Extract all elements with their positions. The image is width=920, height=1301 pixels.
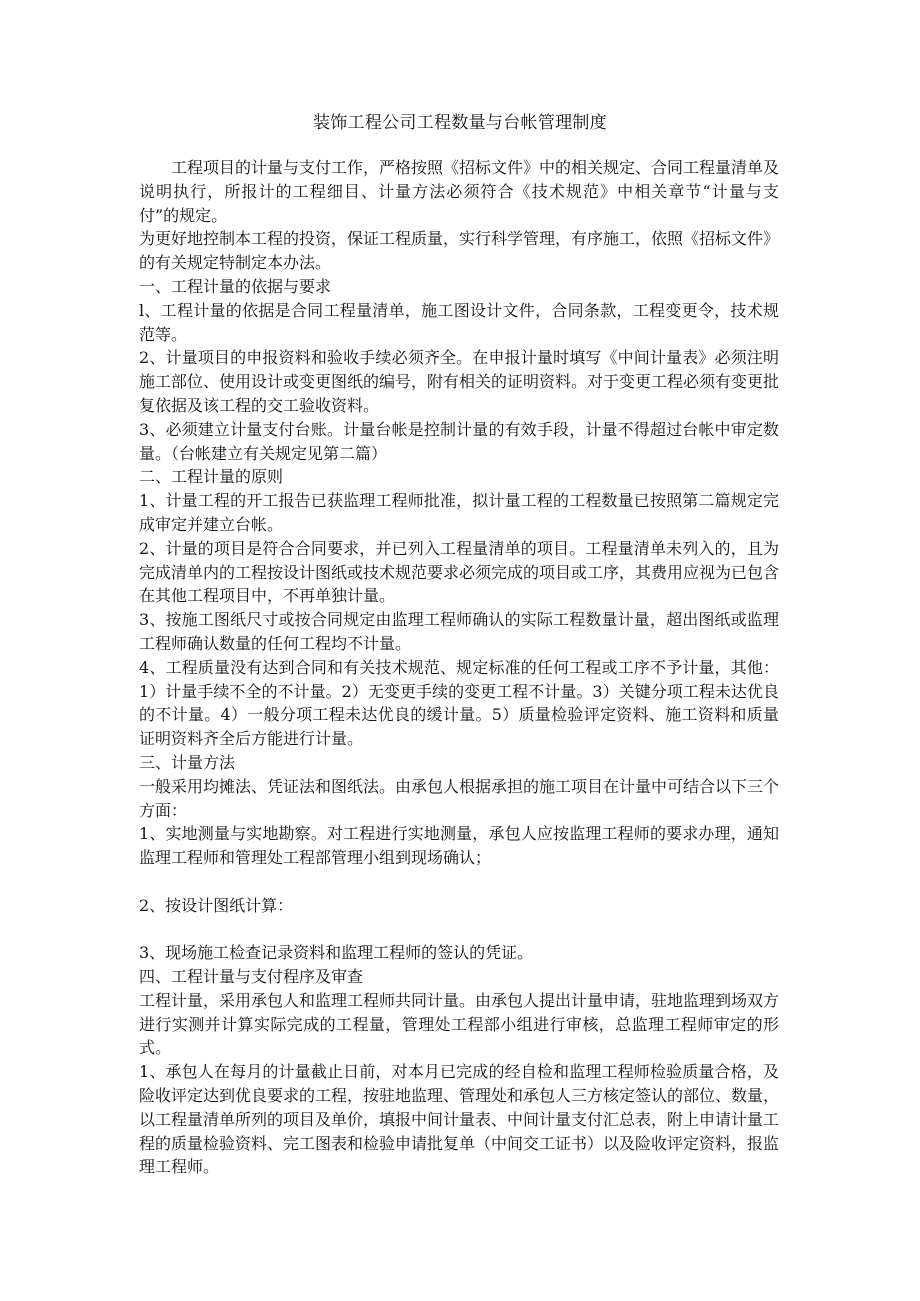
purpose-paragraph: 为更好地控制本工程的投资，保证工程质量，实行科学管理，有序施工，依照《招标文件》的有关规定特制定本办法。	[139, 229, 780, 273]
section-1-item-2: 2、计量项目的申报资料和验收手续必须齐全。在申报计量时填写《中间计量表》必须注明施工部位、使用设计或变更图纸的编号，附有相关的证明资料。对于变更工程必须有变更批复依据及该工程的交工验收资料。	[139, 348, 780, 415]
blank-line	[139, 870, 779, 894]
section-1-item-3: 3、必须建立计量支付台账。计量台帐是控制计量的有效手段，计量不得超过台帐中审定数量。（台帐建立有关规定见第二篇）	[139, 419, 779, 463]
intro-paragraph: 工程项目的计量与支付工作，严格按照《招标文件》中的相关规定、合同工程量清单及说明执行，所报计的工程细目、计量方法必须符合《技术规范》中相关章节“计量与支付”的规定。	[139, 158, 780, 225]
section-4-item-1: 1、承包人在每月的计量截止日前，对本月已完成的经自检和监理工程师检验质量合格，及险收评定达到优良要求的工程，按驻地监理、管理处和承包人三方核定签认的部位、数量，以工程量清单所列的项目及单价，填报中间计量表、中间计量支付汇总表，附上申请计量工程的质量检验资料、完工图表和检验申请批复单（中间交工证书）以及险收评定资料，报监理工程师。	[139, 1062, 780, 1177]
section-2-item-3: 3、按施工图纸尺寸或按合同规定由监理工程师确认的实际工程数量计量，超出图纸或监理工程师确认数量的任何工程均不计量。	[139, 610, 779, 653]
document-body	[139, 156, 779, 1179]
document-title: 装饰工程公司工程数量与台帐管理制度	[312, 113, 608, 133]
section-2-item-1: 1、计量工程的开工报告已获监理工程师批准，拟计量工程的工程数量已按照第二篇规定完成审定并建立台帐。	[139, 491, 779, 534]
blank-line	[139, 918, 779, 942]
section-3-intro: 一般采用均摊法、凭证法和图纸法。由承包人根据承担的施工项目在计量中可结合以下三个方面：	[139, 776, 780, 820]
section-3-item-2: 2、按设计图纸计算：	[139, 895, 294, 915]
section-3-item-3: 3、现场施工检查记录资料和监理工程师的签认的凭证。	[139, 943, 534, 963]
section-heading-2: 二、工程计量的原则	[139, 467, 284, 487]
section-2-item-4: 4、工程质量没有达到合同和有关技术规范、规定标准的任何工程或工序不予计量，其他：1）计量手续不全的不计量。2）无变更手续的变更工程不计量。3）关键分项工程未达优良的不计量。4）一般分项工程未达优良的缓计量。5）质量检验评定资料、施工资料和质量证明资料齐全后方能进行计量。	[139, 657, 779, 749]
section-heading-4: 四、工程计量与支付程序及审查	[139, 967, 364, 987]
section-4-intro: 工程计量，采用承包人和监理工程师共同计量。由承包人提出计量申请，驻地监理到场双方进行实测并计算实际完成的工程量，管理处工程部小组进行审核，总监理工程师审定的形式。	[139, 990, 780, 1058]
section-3-item-1: 1、实地测量与实地勘察。对工程进行实地测量，承包人应按监理工程师的要求办理，通知监理工程师和管理处工程部管理小组到现场确认；	[139, 824, 779, 868]
section-heading-3: 三、计量方法	[139, 752, 236, 772]
section-2-item-2: 2、计量的项目是符合合同要求，并已列入工程量清单的项目。工程量清单未列入的，且为完成清单内的工程按设计图纸或技术规范要求必须完成的项目或工序，其费用应视为已包含在其他工程项目中，不再单独计量。	[139, 538, 780, 606]
section-heading-1: 一、工程计量的依据与要求	[139, 276, 332, 296]
section-1-item-1: l、工程计量的依据是合同工程量清单，施工图设计文件，合同条款，工程变更令，技术规范等。	[139, 300, 779, 344]
